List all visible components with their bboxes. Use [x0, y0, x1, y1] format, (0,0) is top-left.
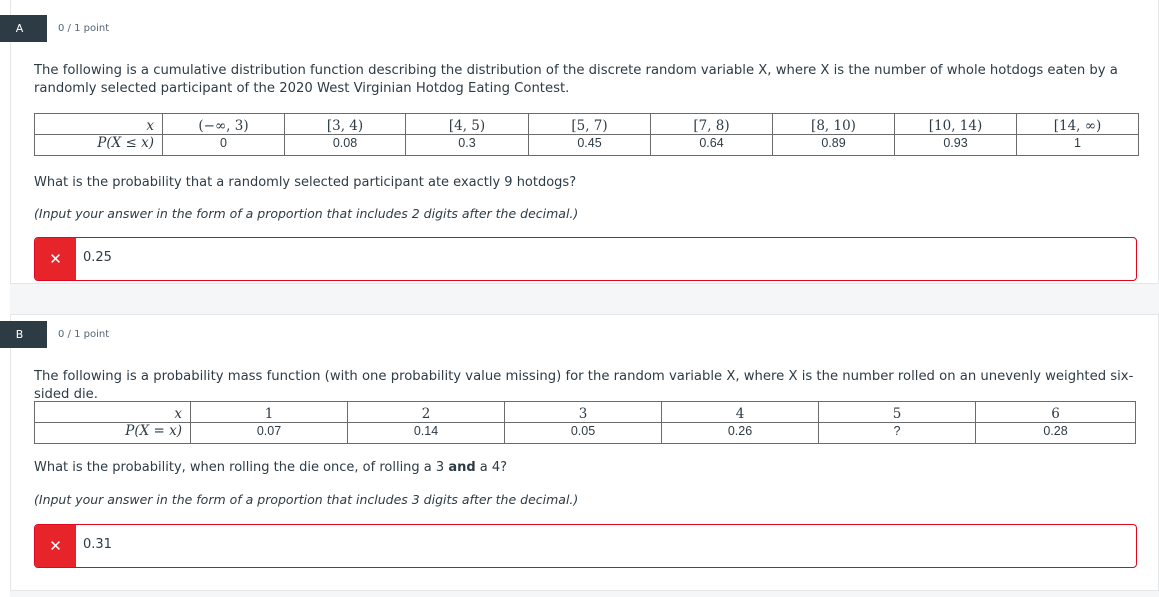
answer-value-b: 0.31	[83, 537, 112, 552]
pmf-value: 0.07	[191, 423, 348, 444]
question-label-b: B	[0, 321, 47, 348]
cdf-column: [14, ∞)	[1017, 114, 1139, 135]
question-prompt-a: The following is a cumulative distribution function describing the distribution of the discrete random variable X, where X is the number of whole hotdogs eaten by a randomly selected participant of the 2020 West Virginian Hotdog Eating Contest.	[34, 63, 1118, 96]
pmf-column: 2	[348, 402, 505, 423]
question-instruction-a: (Input your answer in the form of a proportion that includes 2 digits after the decimal.)	[34, 206, 579, 221]
pmf-row-header-x: x	[35, 402, 191, 423]
x-icon: ✕	[35, 525, 76, 567]
pmf-column: 1	[191, 402, 348, 423]
answer-field-b[interactable]	[34, 524, 1137, 568]
cdf-column: [7, 8)	[651, 114, 773, 135]
cdf-column: (−∞, 3)	[163, 114, 285, 135]
question-text-b	[34, 460, 507, 475]
pmf-column: 3	[505, 402, 662, 423]
pmf-value: 0.28	[976, 423, 1136, 444]
question-text-b-pre: What is the probability, when rolling the die once, of rolling a 3	[34, 460, 449, 475]
cdf-value: 0.64	[651, 135, 773, 156]
answer-value-a: 0.25	[83, 250, 112, 265]
pmf-value: 0.05	[505, 423, 662, 444]
bottom-separator	[10, 590, 1159, 597]
cdf-table-header-row	[35, 114, 1139, 135]
cdf-column: [10, 14)	[895, 114, 1017, 135]
pmf-value: ?	[819, 423, 976, 444]
cdf-value: 0.3	[406, 135, 529, 156]
cdf-table-value-row	[35, 135, 1139, 156]
cdf-value: 1	[1017, 135, 1139, 156]
pmf-table-header-row	[35, 402, 1136, 423]
pmf-column: 4	[662, 402, 819, 423]
pmf-row-header-p: P(X = x)	[35, 423, 191, 444]
question-points-a: 0 / 1 point	[58, 23, 110, 34]
question-separator	[10, 283, 1159, 315]
pmf-value: 0.14	[348, 423, 505, 444]
cdf-value: 0.08	[285, 135, 406, 156]
cdf-column: [5, 7)	[529, 114, 651, 135]
pmf-value: 0.26	[662, 423, 819, 444]
cdf-column: [4, 5)	[406, 114, 529, 135]
question-text-a: What is the probability that a randomly selected participant ate exactly 9 hotdogs?	[34, 175, 577, 190]
question-label-a: A	[0, 15, 47, 42]
cdf-row-header-p: P(X ≤ x)	[35, 135, 163, 156]
cdf-value: 0.89	[773, 135, 895, 156]
question-text-b-post: a 4?	[475, 460, 508, 475]
question-instruction-b: (Input your answer in the form of a proportion that includes 3 digits after the decimal.)	[34, 492, 579, 507]
question-text-b-bold: and	[448, 460, 476, 475]
cdf-value: 0.45	[529, 135, 651, 156]
cdf-column: [8, 10)	[773, 114, 895, 135]
question-points-b: 0 / 1 point	[58, 329, 110, 340]
cdf-value: 0.93	[895, 135, 1017, 156]
cdf-row-header-x: x	[35, 114, 163, 135]
question-prompt-b: The following is a probability mass function (with one probability value missing) for the random variable X, where X is the number rolled on an unevenly weighted six-sided die.	[34, 369, 1134, 402]
answer-field-a[interactable]	[34, 237, 1137, 281]
cdf-column: [3, 4)	[285, 114, 406, 135]
x-icon: ✕	[35, 238, 76, 280]
pmf-table	[34, 401, 1136, 444]
pmf-column: 6	[976, 402, 1136, 423]
cdf-value: 0	[163, 135, 285, 156]
cdf-table	[34, 113, 1139, 156]
pmf-table-value-row	[35, 423, 1136, 444]
pmf-column: 5	[819, 402, 976, 423]
